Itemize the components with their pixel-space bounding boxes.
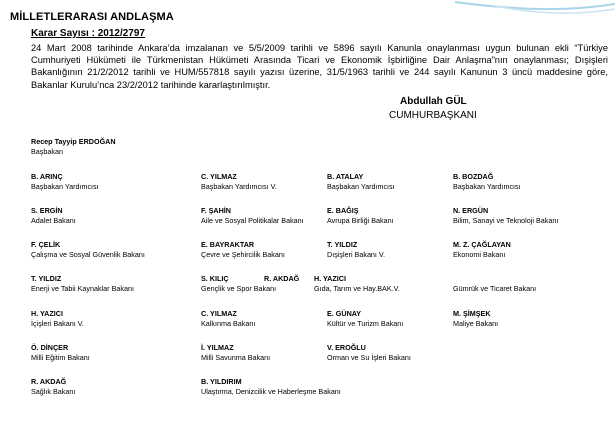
minister-entry (327, 172, 395, 193)
minister-role: Başbakan Yardımcısı (453, 182, 521, 192)
minister-name: E. BAĞIŞ (327, 206, 359, 215)
minister-name: C. YILMAZ (201, 309, 237, 318)
minister-role: Başbakan Yardımcısı V. (201, 182, 277, 192)
minister-role: Bilim, Sanayi ve Teknoloji Bakanı (453, 216, 559, 226)
minister-role: Ekonomi Bakanı (453, 250, 506, 260)
minister-role: Gümrük ve Ticaret Bakanı (453, 284, 537, 294)
minister-entry (31, 377, 75, 398)
minister-name: M. Z. ÇAĞLAYAN (453, 240, 511, 249)
minister-name: F. ÇELİK (31, 240, 61, 249)
minister-entry (327, 206, 394, 227)
minister-name: R. AKDAĞ (264, 274, 300, 283)
minister-name: M. ŞİMŞEK (453, 309, 491, 318)
minister-name: Recep Tayyip ERDOĞAN (31, 137, 116, 146)
minister-role: İçişleri Bakanı V. (31, 319, 84, 329)
minister-name: S. ERGİN (31, 206, 63, 215)
minister-name: B. ARINÇ (31, 172, 63, 181)
president-title: CUMHURBAŞKANI (389, 110, 477, 121)
minister-entry (453, 274, 536, 295)
minister-name: S. KILIÇ (201, 274, 229, 283)
minister-entry (264, 274, 299, 284)
minister-role: Çalışma ve Sosyal Güvenlik Bakanı (31, 250, 145, 260)
president-name: Abdullah GÜL (400, 96, 467, 107)
decision-text: 24 Mart 2008 tarihinde Ankara’da imzalanan ve 5/5/2009 tarihli ve 5896 sayılı Kanunla onaylanması uygun bulunan ekli “Türkiye Cumhuriyeti Hükümeti ile Türkmenistan Hükümeti Arasında Ticari ve Ekonomik İşbirliğine Dair Anlaşma”nın onaylanması; Dışişleri Bakanlığının 21/2/2012 tarihli ve HUM/557818 sayılı yazısı üzerine, 31/5/1963 tarihli ve 244 sayılı Kanunun 3 üncü maddesine göre, Bakanlar Kurulu’nca 23/2/2012 tarihinde kararlaştırılmıştır. (31, 43, 608, 90)
minister-name: R. AKDAĞ (31, 377, 67, 386)
minister-name: C. YILMAZ (201, 172, 237, 181)
minister-role: Adalet Bakanı (31, 216, 76, 226)
minister-entry (31, 309, 84, 330)
minister-entry (31, 240, 145, 261)
minister-entry (201, 343, 270, 364)
minister-name: Ö. DİNÇER (31, 343, 69, 352)
minister-entry (453, 206, 558, 227)
decorative-swoosh (435, 0, 615, 40)
minister-role: Milli Eğitim Bakanı (31, 353, 90, 363)
minister-role: Sağlık Bakanı (31, 387, 76, 397)
minister-role: Kalkınma Bakanı (201, 319, 256, 329)
minister-entry (327, 343, 411, 364)
minister-entry (201, 172, 277, 193)
document-heading: MİLLETLERARASI ANDLAŞMA (10, 11, 174, 23)
minister-entry (314, 274, 400, 295)
minister-entry (453, 309, 498, 330)
minister-role: Milli Savunma Bakanı (201, 353, 271, 363)
minister-entry (31, 343, 90, 364)
minister-entry (31, 137, 116, 158)
minister-entry (327, 309, 403, 330)
minister-name: V. EROĞLU (327, 343, 366, 352)
minister-name: E. GÜNAY (327, 309, 362, 318)
minister-name: T. YILDIZ (327, 240, 358, 249)
minister-role: Avrupa Birliği Bakanı (327, 216, 394, 226)
minister-role: Ulaştırma, Denizcilik ve Haberleşme Bakanı (201, 387, 341, 397)
decision-number: Karar Sayısı : 2012/2797 (31, 28, 145, 39)
minister-entry (327, 240, 385, 261)
minister-role: Aile ve Sosyal Politikalar Bakanı (201, 216, 304, 226)
minister-name: T. YILDIZ (31, 274, 62, 283)
minister-entry (453, 240, 511, 261)
minister-name: B. YILDIRIM (201, 377, 242, 386)
minister-role: Başbakan Yardımcısı (31, 182, 99, 192)
minister-entry (201, 309, 255, 330)
minister-name: İ. YILMAZ (201, 343, 234, 352)
minister-role: Maliye Bakanı (453, 319, 499, 329)
minister-name: F. ŞAHİN (201, 206, 231, 215)
minister-name: B. BOZDAĞ (453, 172, 494, 181)
minister-entry (201, 240, 285, 261)
minister-entry (201, 206, 304, 227)
minister-name: N. ERGÜN (453, 206, 489, 215)
minister-name: B. ATALAY (327, 172, 364, 181)
minister-role: Orman ve Su İşleri Bakanı (327, 353, 411, 363)
minister-entry (31, 274, 134, 295)
minister-name: H. YAZICI (314, 274, 346, 283)
minister-entry (31, 206, 76, 227)
minister-name: H. YAZICI (31, 309, 63, 318)
minister-entry (201, 377, 341, 398)
minister-role: Dışişleri Bakanı V. (327, 250, 386, 260)
minister-role: Başbakan (31, 147, 63, 157)
minister-name: E. BAYRAKTAR (201, 240, 255, 249)
minister-role: Çevre ve Şehircilik Bakanı (201, 250, 285, 260)
minister-role: Gıda, Tarım ve Hay.BAK.V. (314, 284, 400, 294)
minister-role: Kültür ve Turizm Bakanı (327, 319, 404, 329)
minister-role: Başbakan Yardımcısı (327, 182, 395, 192)
minister-role: Enerji ve Tabii Kaynaklar Bakanı (31, 284, 134, 294)
minister-entry (31, 172, 99, 193)
minister-role: Gençlik ve Spor Bakanı (201, 284, 277, 294)
minister-entry (453, 172, 521, 193)
